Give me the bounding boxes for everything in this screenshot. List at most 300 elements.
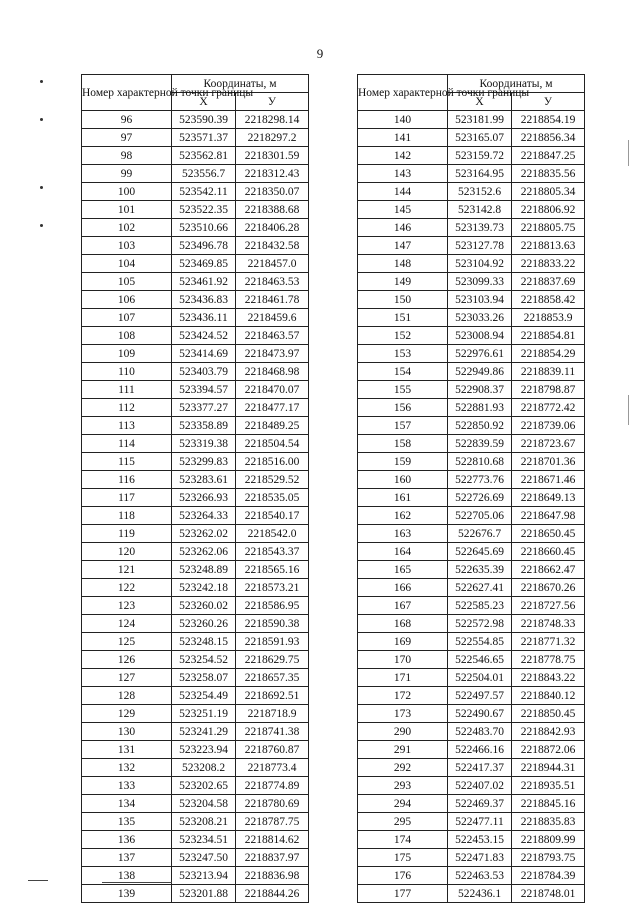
table-row bbox=[358, 723, 585, 741]
y-coordinate-cell: 2218529.52 bbox=[236, 471, 309, 489]
y-coordinate-cell: 2218470.07 bbox=[236, 381, 309, 399]
x-coordinate-cell: 523008.94 bbox=[448, 327, 512, 345]
point-number-cell: 126 bbox=[82, 651, 172, 669]
point-number-cell: 172 bbox=[358, 687, 448, 705]
y-coordinate-cell: 2218840.12 bbox=[512, 687, 585, 705]
x-coordinate-cell: 523251.19 bbox=[172, 705, 236, 723]
table-row bbox=[358, 741, 585, 759]
y-coordinate-cell: 2218535.05 bbox=[236, 489, 309, 507]
x-coordinate-cell: 522839.59 bbox=[448, 435, 512, 453]
x-coordinate-cell: 522881.93 bbox=[448, 399, 512, 417]
table-row bbox=[358, 309, 585, 327]
x-coordinate-cell: 523201.88 bbox=[172, 885, 236, 903]
x-coordinate-cell: 522908.37 bbox=[448, 381, 512, 399]
x-coordinate-cell: 522635.39 bbox=[448, 561, 512, 579]
point-number-cell: 107 bbox=[82, 309, 172, 327]
table-row bbox=[82, 183, 309, 201]
y-coordinate-cell: 2218842.93 bbox=[512, 723, 585, 741]
table-row bbox=[82, 237, 309, 255]
point-number-cell: 169 bbox=[358, 633, 448, 651]
point-number-cell: 145 bbox=[358, 201, 448, 219]
x-coordinate-cell: 523258.07 bbox=[172, 669, 236, 687]
y-coordinate-cell: 2218463.57 bbox=[236, 327, 309, 345]
y-coordinate-cell: 2218629.75 bbox=[236, 651, 309, 669]
y-coordinate-cell: 2218298.14 bbox=[236, 111, 309, 129]
header-y: У bbox=[236, 93, 309, 111]
table-row bbox=[82, 255, 309, 273]
table-row bbox=[82, 579, 309, 597]
table-row bbox=[82, 417, 309, 435]
point-number-cell: 96 bbox=[82, 111, 172, 129]
x-coordinate-cell: 522645.69 bbox=[448, 543, 512, 561]
x-coordinate-cell: 523556.7 bbox=[172, 165, 236, 183]
point-number-cell: 292 bbox=[358, 759, 448, 777]
y-coordinate-cell: 2218504.54 bbox=[236, 435, 309, 453]
y-coordinate-cell: 2218573.21 bbox=[236, 579, 309, 597]
table-row bbox=[358, 849, 585, 867]
point-number-cell: 136 bbox=[82, 831, 172, 849]
table-row bbox=[82, 327, 309, 345]
x-coordinate-cell: 522585.23 bbox=[448, 597, 512, 615]
x-coordinate-cell: 523103.94 bbox=[448, 291, 512, 309]
x-coordinate-cell: 523436.83 bbox=[172, 291, 236, 309]
y-coordinate-cell: 2218935.51 bbox=[512, 777, 585, 795]
point-number-cell: 164 bbox=[358, 543, 448, 561]
x-coordinate-cell: 522810.68 bbox=[448, 453, 512, 471]
x-coordinate-cell: 522546.65 bbox=[448, 651, 512, 669]
table-row bbox=[82, 381, 309, 399]
table-row bbox=[358, 363, 585, 381]
point-number-cell: 159 bbox=[358, 453, 448, 471]
point-number-cell: 113 bbox=[82, 417, 172, 435]
x-coordinate-cell: 523264.33 bbox=[172, 507, 236, 525]
y-coordinate-cell: 2218647.98 bbox=[512, 507, 585, 525]
y-coordinate-cell: 2218301.59 bbox=[236, 147, 309, 165]
footer-rule bbox=[102, 882, 172, 883]
point-number-cell: 161 bbox=[358, 489, 448, 507]
scan-edge-mark bbox=[628, 395, 629, 425]
y-coordinate-cell: 2218809.99 bbox=[512, 831, 585, 849]
x-coordinate-cell: 523571.37 bbox=[172, 129, 236, 147]
x-coordinate-cell: 522490.67 bbox=[448, 705, 512, 723]
header-y: У bbox=[512, 93, 585, 111]
table-row bbox=[82, 651, 309, 669]
point-number-cell: 100 bbox=[82, 183, 172, 201]
point-number-cell: 174 bbox=[358, 831, 448, 849]
y-coordinate-cell: 2218727.56 bbox=[512, 597, 585, 615]
point-number-cell: 152 bbox=[358, 327, 448, 345]
table-row bbox=[358, 795, 585, 813]
point-number-cell: 168 bbox=[358, 615, 448, 633]
point-number-cell: 141 bbox=[358, 129, 448, 147]
x-coordinate-cell: 523204.58 bbox=[172, 795, 236, 813]
point-number-cell: 133 bbox=[82, 777, 172, 795]
point-number-cell: 177 bbox=[358, 885, 448, 903]
point-number-cell: 131 bbox=[82, 741, 172, 759]
table-row bbox=[82, 471, 309, 489]
y-coordinate-cell: 2218773.4 bbox=[236, 759, 309, 777]
table-row bbox=[358, 219, 585, 237]
point-number-cell: 98 bbox=[82, 147, 172, 165]
header-point-number: Номер характерной точки границы bbox=[82, 75, 172, 111]
point-number-cell: 117 bbox=[82, 489, 172, 507]
point-number-cell: 121 bbox=[82, 561, 172, 579]
x-coordinate-cell: 523562.81 bbox=[172, 147, 236, 165]
point-number-cell: 166 bbox=[358, 579, 448, 597]
x-coordinate-cell: 523208.2 bbox=[172, 759, 236, 777]
table-row bbox=[82, 561, 309, 579]
x-coordinate-cell: 522726.69 bbox=[448, 489, 512, 507]
x-coordinate-cell: 523248.15 bbox=[172, 633, 236, 651]
table-row bbox=[82, 399, 309, 417]
table-row bbox=[358, 633, 585, 651]
table-row bbox=[358, 579, 585, 597]
table-row bbox=[358, 165, 585, 183]
y-coordinate-cell: 2218723.67 bbox=[512, 435, 585, 453]
x-coordinate-cell: 523104.92 bbox=[448, 255, 512, 273]
x-coordinate-cell: 523358.89 bbox=[172, 417, 236, 435]
point-number-cell: 170 bbox=[358, 651, 448, 669]
y-coordinate-cell: 2218406.28 bbox=[236, 219, 309, 237]
y-coordinate-cell: 2218856.34 bbox=[512, 129, 585, 147]
point-number-cell: 149 bbox=[358, 273, 448, 291]
x-coordinate-cell: 523262.02 bbox=[172, 525, 236, 543]
point-number-cell: 111 bbox=[82, 381, 172, 399]
table-row bbox=[82, 615, 309, 633]
table-row bbox=[82, 597, 309, 615]
table-row bbox=[358, 489, 585, 507]
table-row bbox=[358, 561, 585, 579]
x-coordinate-cell: 522497.57 bbox=[448, 687, 512, 705]
point-number-cell: 142 bbox=[358, 147, 448, 165]
y-coordinate-cell: 2218741.38 bbox=[236, 723, 309, 741]
point-number-cell: 130 bbox=[82, 723, 172, 741]
y-coordinate-cell: 2218835.56 bbox=[512, 165, 585, 183]
table-row bbox=[82, 363, 309, 381]
point-number-cell: 125 bbox=[82, 633, 172, 651]
table-row bbox=[82, 669, 309, 687]
table-row bbox=[358, 129, 585, 147]
y-coordinate-cell: 2218814.62 bbox=[236, 831, 309, 849]
table-row bbox=[82, 165, 309, 183]
y-coordinate-cell: 2218312.43 bbox=[236, 165, 309, 183]
y-coordinate-cell: 2218459.6 bbox=[236, 309, 309, 327]
header-x: X bbox=[448, 93, 512, 111]
x-coordinate-cell: 523522.35 bbox=[172, 201, 236, 219]
x-coordinate-cell: 523213.94 bbox=[172, 867, 236, 885]
table-row bbox=[82, 723, 309, 741]
x-coordinate-cell: 523208.21 bbox=[172, 813, 236, 831]
y-coordinate-cell: 2218778.75 bbox=[512, 651, 585, 669]
y-coordinate-cell: 2218671.46 bbox=[512, 471, 585, 489]
point-number-cell: 140 bbox=[358, 111, 448, 129]
y-coordinate-cell: 2218718.9 bbox=[236, 705, 309, 723]
point-number-cell: 171 bbox=[358, 669, 448, 687]
x-coordinate-cell: 523436.11 bbox=[172, 309, 236, 327]
point-number-cell: 175 bbox=[358, 849, 448, 867]
y-coordinate-cell: 2218805.34 bbox=[512, 183, 585, 201]
point-number-cell: 167 bbox=[358, 597, 448, 615]
y-coordinate-cell: 2218543.37 bbox=[236, 543, 309, 561]
point-number-cell: 137 bbox=[82, 849, 172, 867]
table-row bbox=[358, 705, 585, 723]
table-row bbox=[358, 759, 585, 777]
point-number-cell: 119 bbox=[82, 525, 172, 543]
x-coordinate-cell: 522407.02 bbox=[448, 777, 512, 795]
table-row bbox=[358, 885, 585, 903]
x-coordinate-cell: 523223.94 bbox=[172, 741, 236, 759]
table-row bbox=[358, 345, 585, 363]
point-number-cell: 123 bbox=[82, 597, 172, 615]
point-number-cell: 118 bbox=[82, 507, 172, 525]
table-row bbox=[358, 651, 585, 669]
x-coordinate-cell: 522436.1 bbox=[448, 885, 512, 903]
table-row bbox=[82, 849, 309, 867]
x-coordinate-cell: 522477.11 bbox=[448, 813, 512, 831]
table-row bbox=[82, 831, 309, 849]
point-number-cell: 158 bbox=[358, 435, 448, 453]
x-coordinate-cell: 522572.98 bbox=[448, 615, 512, 633]
point-number-cell: 134 bbox=[82, 795, 172, 813]
y-coordinate-cell: 2218844.26 bbox=[236, 885, 309, 903]
table-row bbox=[358, 147, 585, 165]
x-coordinate-cell: 523181.99 bbox=[448, 111, 512, 129]
table-row bbox=[358, 183, 585, 201]
coordinates-table-left bbox=[81, 74, 309, 903]
x-coordinate-cell: 522483.70 bbox=[448, 723, 512, 741]
y-coordinate-cell: 2218836.98 bbox=[236, 867, 309, 885]
x-coordinate-cell: 523159.72 bbox=[448, 147, 512, 165]
table-row bbox=[82, 633, 309, 651]
header-coordinates: Координаты, м bbox=[448, 75, 585, 93]
x-coordinate-cell: 523262.06 bbox=[172, 543, 236, 561]
point-number-cell: 132 bbox=[82, 759, 172, 777]
x-coordinate-cell: 523283.61 bbox=[172, 471, 236, 489]
table-row bbox=[358, 813, 585, 831]
table-row bbox=[82, 201, 309, 219]
point-number-cell: 176 bbox=[358, 867, 448, 885]
x-coordinate-cell: 522554.85 bbox=[448, 633, 512, 651]
point-number-cell: 155 bbox=[358, 381, 448, 399]
x-coordinate-cell: 523266.93 bbox=[172, 489, 236, 507]
table-row bbox=[82, 435, 309, 453]
x-coordinate-cell: 522976.61 bbox=[448, 345, 512, 363]
point-number-cell: 143 bbox=[358, 165, 448, 183]
point-number-cell: 165 bbox=[358, 561, 448, 579]
y-coordinate-cell: 2218872.06 bbox=[512, 741, 585, 759]
footer-rule bbox=[28, 880, 48, 881]
x-coordinate-cell: 522466.16 bbox=[448, 741, 512, 759]
y-coordinate-cell: 2218837.97 bbox=[236, 849, 309, 867]
point-number-cell: 291 bbox=[358, 741, 448, 759]
table-row bbox=[82, 525, 309, 543]
x-coordinate-cell: 522504.01 bbox=[448, 669, 512, 687]
scan-edge-mark bbox=[628, 140, 629, 166]
table-row bbox=[82, 345, 309, 363]
x-coordinate-cell: 522949.86 bbox=[448, 363, 512, 381]
y-coordinate-cell: 2218837.69 bbox=[512, 273, 585, 291]
point-number-cell: 116 bbox=[82, 471, 172, 489]
point-number-cell: 156 bbox=[358, 399, 448, 417]
x-coordinate-cell: 522676.7 bbox=[448, 525, 512, 543]
x-coordinate-cell: 523127.78 bbox=[448, 237, 512, 255]
y-coordinate-cell: 2218850.45 bbox=[512, 705, 585, 723]
margin-dot bbox=[40, 224, 43, 227]
point-number-cell: 106 bbox=[82, 291, 172, 309]
x-coordinate-cell: 523165.07 bbox=[448, 129, 512, 147]
y-coordinate-cell: 2218590.38 bbox=[236, 615, 309, 633]
table-row bbox=[358, 777, 585, 795]
y-coordinate-cell: 2218565.16 bbox=[236, 561, 309, 579]
x-coordinate-cell: 523510.66 bbox=[172, 219, 236, 237]
y-coordinate-cell: 2218297.2 bbox=[236, 129, 309, 147]
table-row bbox=[82, 741, 309, 759]
y-coordinate-cell: 2218833.22 bbox=[512, 255, 585, 273]
point-number-cell: 103 bbox=[82, 237, 172, 255]
y-coordinate-cell: 2218845.16 bbox=[512, 795, 585, 813]
y-coordinate-cell: 2218739.06 bbox=[512, 417, 585, 435]
y-coordinate-cell: 2218657.35 bbox=[236, 669, 309, 687]
table-row bbox=[82, 777, 309, 795]
table-row bbox=[82, 705, 309, 723]
point-number-cell: 147 bbox=[358, 237, 448, 255]
table-row bbox=[358, 543, 585, 561]
table-row bbox=[358, 381, 585, 399]
point-number-cell: 290 bbox=[358, 723, 448, 741]
y-coordinate-cell: 2218591.93 bbox=[236, 633, 309, 651]
y-coordinate-cell: 2218805.75 bbox=[512, 219, 585, 237]
point-number-cell: 102 bbox=[82, 219, 172, 237]
point-number-cell: 139 bbox=[82, 885, 172, 903]
y-coordinate-cell: 2218853.9 bbox=[512, 309, 585, 327]
y-coordinate-cell: 2218468.98 bbox=[236, 363, 309, 381]
y-coordinate-cell: 2218760.87 bbox=[236, 741, 309, 759]
x-coordinate-cell: 523099.33 bbox=[448, 273, 512, 291]
y-coordinate-cell: 2218388.68 bbox=[236, 201, 309, 219]
table-row bbox=[358, 669, 585, 687]
x-coordinate-cell: 522705.06 bbox=[448, 507, 512, 525]
point-number-cell: 157 bbox=[358, 417, 448, 435]
table-row bbox=[82, 129, 309, 147]
table-row bbox=[358, 399, 585, 417]
table-row bbox=[358, 615, 585, 633]
point-number-cell: 138 bbox=[82, 867, 172, 885]
x-coordinate-cell: 522850.92 bbox=[448, 417, 512, 435]
point-number-cell: 129 bbox=[82, 705, 172, 723]
point-number-cell: 162 bbox=[358, 507, 448, 525]
y-coordinate-cell: 2218540.17 bbox=[236, 507, 309, 525]
x-coordinate-cell: 523394.57 bbox=[172, 381, 236, 399]
y-coordinate-cell: 2218843.22 bbox=[512, 669, 585, 687]
y-coordinate-cell: 2218350.07 bbox=[236, 183, 309, 201]
x-coordinate-cell: 522773.76 bbox=[448, 471, 512, 489]
x-coordinate-cell: 522463.53 bbox=[448, 867, 512, 885]
table-row bbox=[82, 489, 309, 507]
point-number-cell: 135 bbox=[82, 813, 172, 831]
table-row bbox=[82, 795, 309, 813]
x-coordinate-cell: 523299.83 bbox=[172, 453, 236, 471]
x-coordinate-cell: 523139.73 bbox=[448, 219, 512, 237]
x-coordinate-cell: 523142.8 bbox=[448, 201, 512, 219]
point-number-cell: 124 bbox=[82, 615, 172, 633]
x-coordinate-cell: 523542.11 bbox=[172, 183, 236, 201]
table-row bbox=[358, 597, 585, 615]
y-coordinate-cell: 2218813.63 bbox=[512, 237, 585, 255]
table-row bbox=[358, 453, 585, 471]
point-number-cell: 109 bbox=[82, 345, 172, 363]
margin-dot bbox=[40, 80, 43, 83]
point-number-cell: 115 bbox=[82, 453, 172, 471]
table-row bbox=[358, 525, 585, 543]
table-row bbox=[82, 309, 309, 327]
margin-dot bbox=[40, 186, 43, 189]
x-coordinate-cell: 523242.18 bbox=[172, 579, 236, 597]
x-coordinate-cell: 523152.6 bbox=[448, 183, 512, 201]
y-coordinate-cell: 2218748.33 bbox=[512, 615, 585, 633]
point-number-cell: 294 bbox=[358, 795, 448, 813]
page-number: 9 bbox=[316, 46, 324, 61]
y-coordinate-cell: 2218944.31 bbox=[512, 759, 585, 777]
table-row bbox=[82, 813, 309, 831]
table-row bbox=[358, 507, 585, 525]
x-coordinate-cell: 523414.69 bbox=[172, 345, 236, 363]
x-coordinate-cell: 522471.83 bbox=[448, 849, 512, 867]
y-coordinate-cell: 2218839.11 bbox=[512, 363, 585, 381]
point-number-cell: 151 bbox=[358, 309, 448, 327]
point-number-cell: 154 bbox=[358, 363, 448, 381]
x-coordinate-cell: 522417.37 bbox=[448, 759, 512, 777]
y-coordinate-cell: 2218748.01 bbox=[512, 885, 585, 903]
y-coordinate-cell: 2218793.75 bbox=[512, 849, 585, 867]
y-coordinate-cell: 2218461.78 bbox=[236, 291, 309, 309]
point-number-cell: 163 bbox=[358, 525, 448, 543]
table-row bbox=[82, 219, 309, 237]
point-number-cell: 108 bbox=[82, 327, 172, 345]
x-coordinate-cell: 523202.65 bbox=[172, 777, 236, 795]
margin-dot bbox=[40, 118, 43, 121]
point-number-cell: 105 bbox=[82, 273, 172, 291]
header-x: X bbox=[172, 93, 236, 111]
point-number-cell: 114 bbox=[82, 435, 172, 453]
y-coordinate-cell: 2218847.25 bbox=[512, 147, 585, 165]
x-coordinate-cell: 523403.79 bbox=[172, 363, 236, 381]
x-coordinate-cell: 523260.26 bbox=[172, 615, 236, 633]
x-coordinate-cell: 523254.49 bbox=[172, 687, 236, 705]
y-coordinate-cell: 2218784.39 bbox=[512, 867, 585, 885]
y-coordinate-cell: 2218542.0 bbox=[236, 525, 309, 543]
x-coordinate-cell: 522469.37 bbox=[448, 795, 512, 813]
x-coordinate-cell: 522453.15 bbox=[448, 831, 512, 849]
point-number-cell: 122 bbox=[82, 579, 172, 597]
table-row bbox=[82, 453, 309, 471]
x-coordinate-cell: 523033.26 bbox=[448, 309, 512, 327]
x-coordinate-cell: 523254.52 bbox=[172, 651, 236, 669]
point-number-cell: 173 bbox=[358, 705, 448, 723]
y-coordinate-cell: 2218660.45 bbox=[512, 543, 585, 561]
y-coordinate-cell: 2218489.25 bbox=[236, 417, 309, 435]
table-row bbox=[82, 885, 309, 903]
table-row bbox=[82, 759, 309, 777]
point-number-cell: 120 bbox=[82, 543, 172, 561]
x-coordinate-cell: 523461.92 bbox=[172, 273, 236, 291]
table-row bbox=[358, 111, 585, 129]
table-row bbox=[358, 417, 585, 435]
table-row bbox=[358, 687, 585, 705]
table-row bbox=[358, 435, 585, 453]
point-number-cell: 146 bbox=[358, 219, 448, 237]
table-row bbox=[358, 273, 585, 291]
y-coordinate-cell: 2218670.26 bbox=[512, 579, 585, 597]
